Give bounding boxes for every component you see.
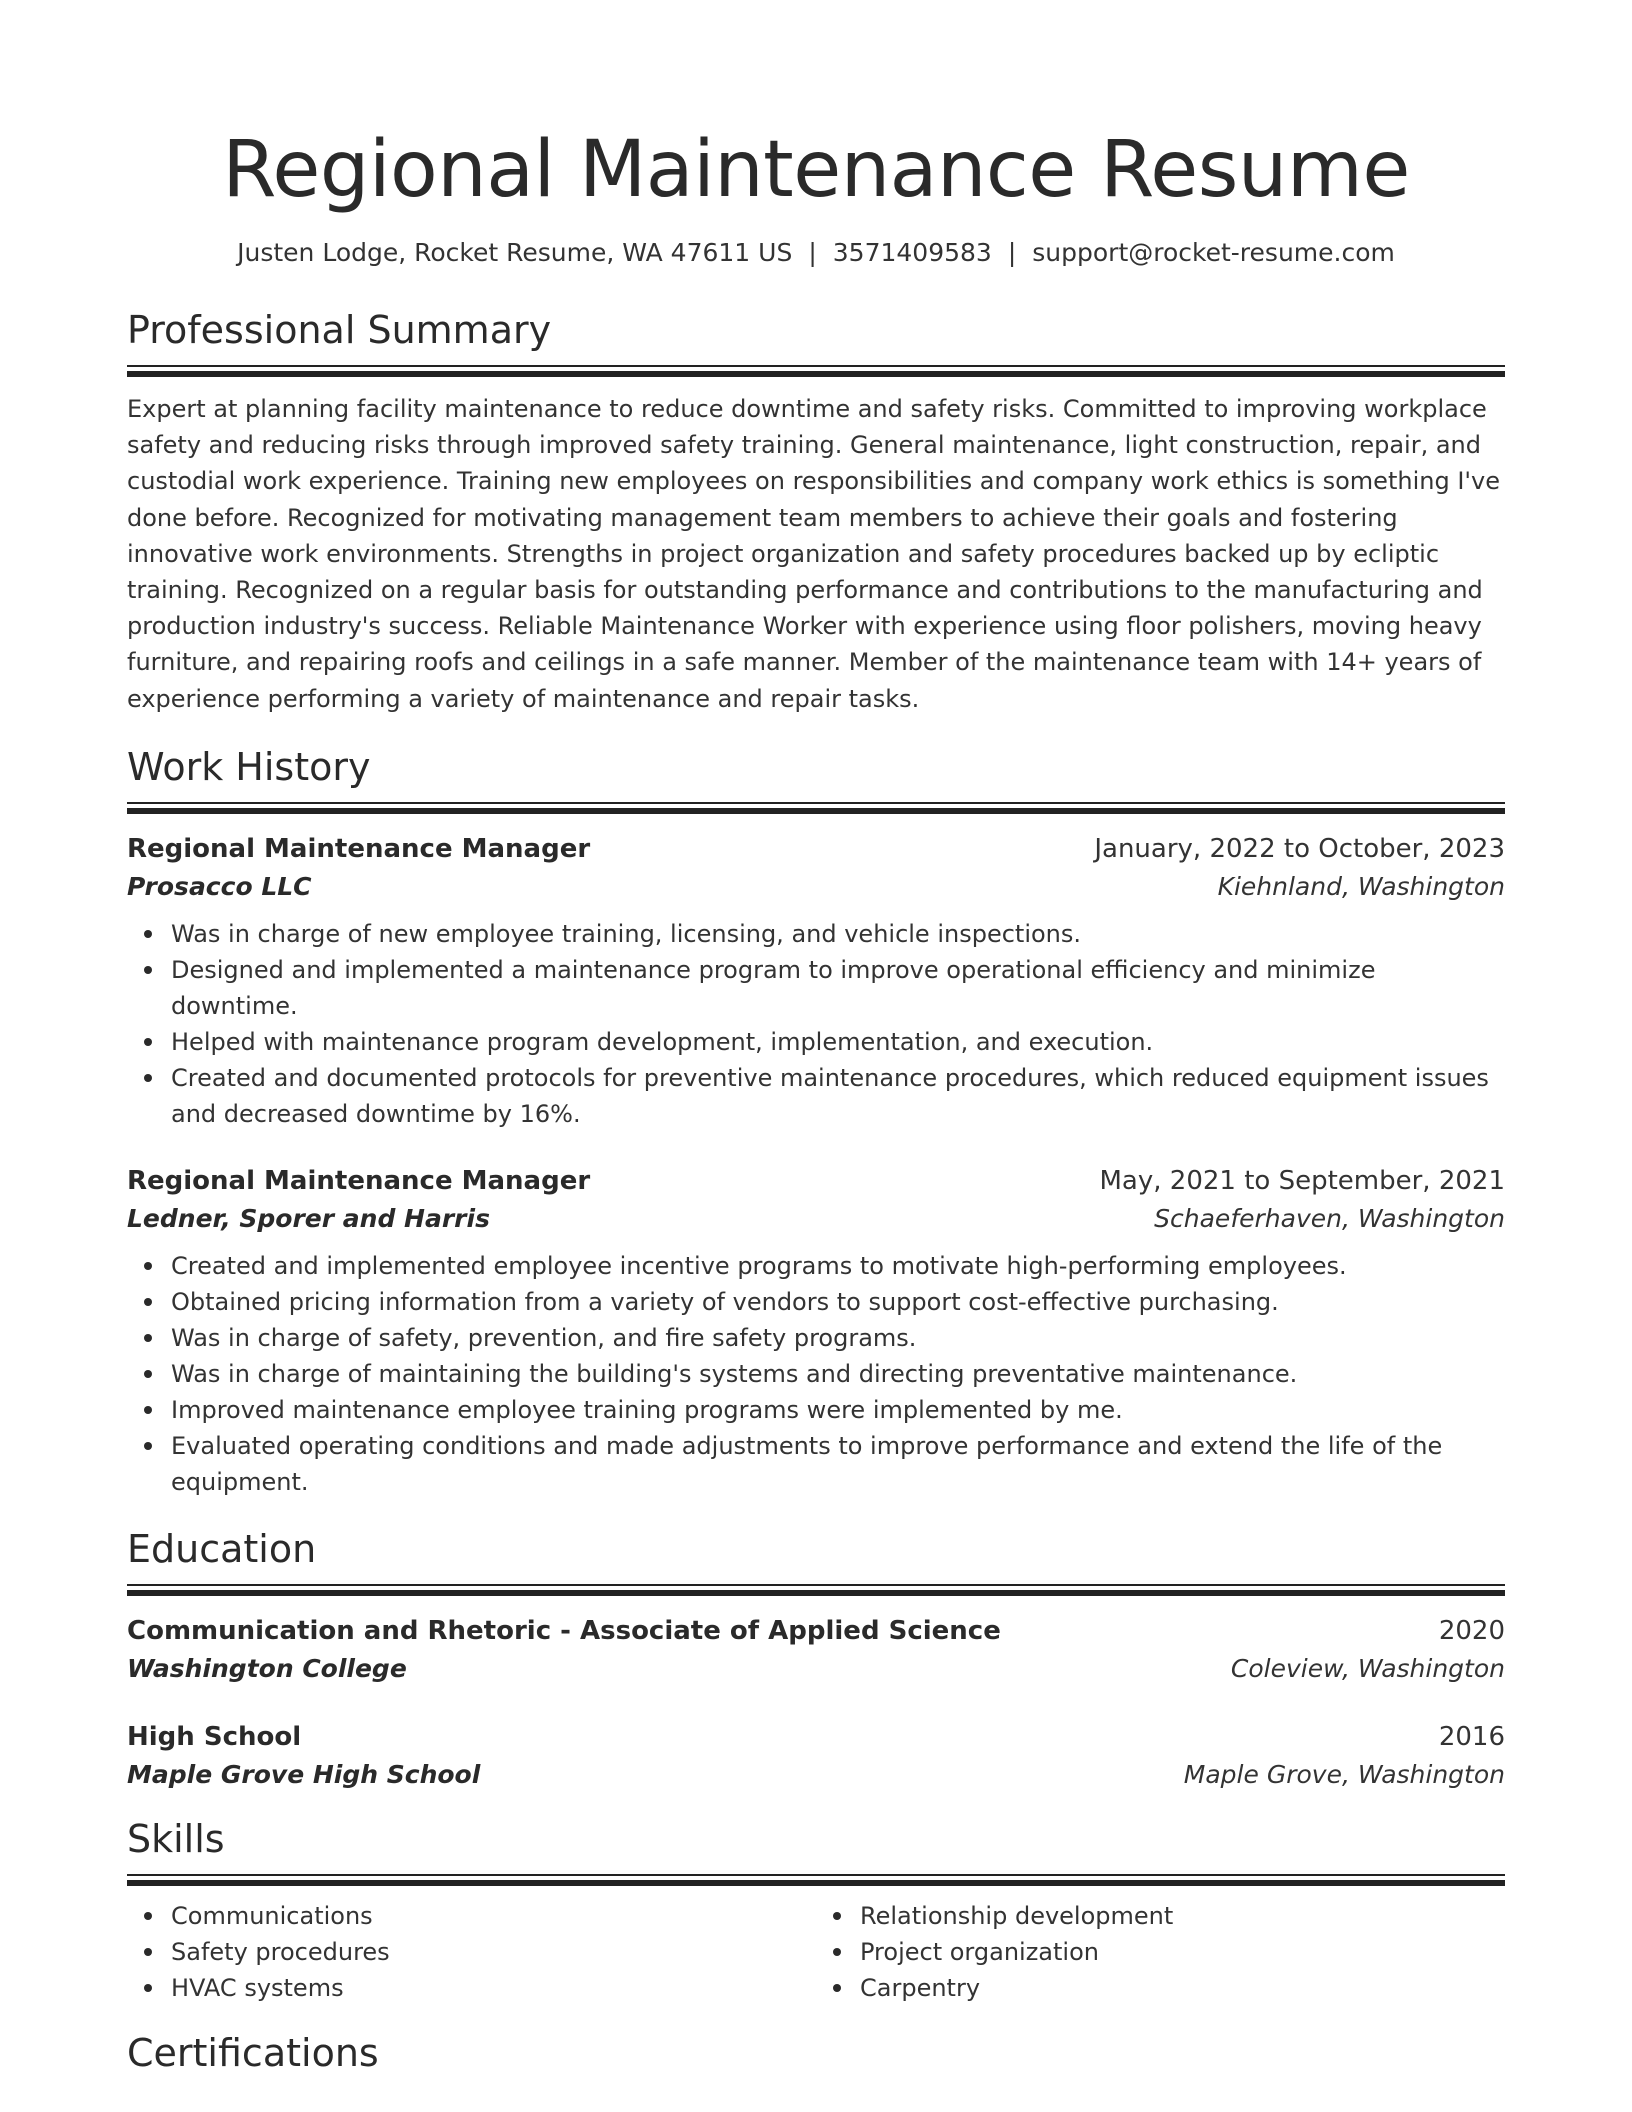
skills-column-right	[816, 1898, 1505, 2006]
contact-address: Justen Lodge, Rocket Resume, WA 47611 US	[237, 238, 793, 267]
section-heading-skills: Skills	[127, 1816, 225, 1861]
contact-phone: 3571409583	[832, 238, 992, 267]
school-location: Maple Grove, Washington	[1183, 1759, 1505, 1789]
section-divider	[127, 802, 1505, 814]
job-bullet: Created and documented protocols for preventive maintenance procedures, which reduced equipment issues and decreased downtime by 16%.	[171, 1060, 1505, 1132]
job-company: Ledner, Sporer and Harris	[127, 1203, 490, 1233]
school-name: Washington College	[127, 1653, 407, 1683]
contact-line	[127, 236, 1505, 270]
job-bullet: Created and implemented employee incentive programs to motivate high-performing employees.	[171, 1248, 1505, 1284]
job-bullet: Evaluated operating conditions and made adjustments to improve performance and extend the life of the equipment.	[171, 1428, 1505, 1500]
job-bullets	[127, 916, 1505, 1132]
degree-title: Communication and Rhetoric - Associate of Applied Science	[127, 1615, 1001, 1646]
job-entry	[127, 830, 1505, 1132]
skill-item: HVAC systems	[171, 1970, 816, 2006]
summary-text: Expert at planning facility maintenance to reduce downtime and safety risks. Committed to improving workplace safety and reducing risks through improved safety training. General maintenance, light construction, repair, and custodial work experience. Training new employees on responsibilities and company work ethics is something I've done before. Recognized for motivating management team members to achieve their goals and fostering innovative work environments. Strengths in project organization and safety procedures backed up by ecliptic training. Recognized on a regular basis for outstanding performance and contributions to the manufacturing and production industry's success. Reliable Maintenance Worker with experience using floor polishers, moving heavy furniture, and repairing roofs and ceilings in a safe manner. Member of the maintenance team with 14+ years of experience performing a variety of maintenance and repair tasks.	[127, 395, 1500, 713]
education-entry	[127, 1612, 1505, 1688]
section-heading-summary: Professional Summary	[127, 308, 552, 352]
certifications-section	[127, 2028, 1505, 2078]
education-section	[127, 1524, 1505, 1794]
contact-separator: |	[808, 238, 817, 267]
section-heading-certifications: Certifications	[127, 2030, 379, 2075]
degree-title: High School	[127, 1721, 302, 1752]
skills-grid	[127, 1898, 1505, 2006]
job-dates: May, 2021 to September, 2021	[1099, 1165, 1505, 1196]
skill-item: Carpentry	[860, 1970, 1505, 2006]
section-divider	[127, 1874, 1505, 1886]
job-location: Schaeferhaven, Washington	[1154, 1203, 1505, 1233]
graduation-year: 2016	[1438, 1721, 1505, 1752]
skill-item: Safety procedures	[171, 1934, 816, 1970]
skills-column-left	[127, 1898, 816, 2006]
job-bullets	[127, 1248, 1505, 1500]
skill-item: Relationship development	[860, 1898, 1505, 1934]
section-divider	[127, 365, 1505, 377]
job-bullet: Obtained pricing information from a variety of vendors to support cost-effective purchasing.	[171, 1284, 1505, 1320]
contact-email: support@rocket-resume.com	[1032, 238, 1395, 267]
job-bullet: Was in charge of maintaining the building's systems and directing preventative maintenance.	[171, 1356, 1505, 1392]
graduation-year: 2020	[1438, 1615, 1505, 1646]
contact-separator: |	[1007, 238, 1017, 267]
job-company: Prosacco LLC	[127, 871, 312, 901]
job-bullet: Improved maintenance employee training programs were implemented by me.	[171, 1392, 1505, 1428]
job-bullet: Designed and implemented a maintenance program to improve operational efficiency and minimize downtime.	[171, 952, 1505, 1024]
summary-section	[127, 305, 1505, 717]
work-history-section	[127, 742, 1505, 1500]
school-location: Coleview, Washington	[1230, 1653, 1505, 1683]
job-title: Regional Maintenance Manager	[127, 833, 591, 864]
school-name: Maple Grove High School	[127, 1759, 481, 1789]
section-divider	[127, 1584, 1505, 1596]
job-bullet: Was in charge of safety, prevention, and fire safety programs.	[171, 1320, 1505, 1356]
section-heading-work-history: Work History	[127, 744, 371, 789]
job-entry	[127, 1162, 1505, 1500]
skills-section	[127, 1814, 1505, 2006]
skill-item: Communications	[171, 1898, 816, 1934]
education-entry	[127, 1718, 1505, 1794]
section-heading-education: Education	[127, 1526, 317, 1571]
job-bullet: Helped with maintenance program development, implementation, and execution.	[171, 1024, 1505, 1060]
skill-item: Project organization	[860, 1934, 1505, 1970]
job-dates: January, 2022 to October, 2023	[1094, 833, 1505, 864]
job-bullet: Was in charge of new employee training, licensing, and vehicle inspections.	[171, 916, 1505, 952]
job-title: Regional Maintenance Manager	[127, 1165, 591, 1196]
resume-title: Regional Maintenance Resume	[222, 125, 1410, 215]
job-location: Kiehnland, Washington	[1217, 871, 1505, 901]
